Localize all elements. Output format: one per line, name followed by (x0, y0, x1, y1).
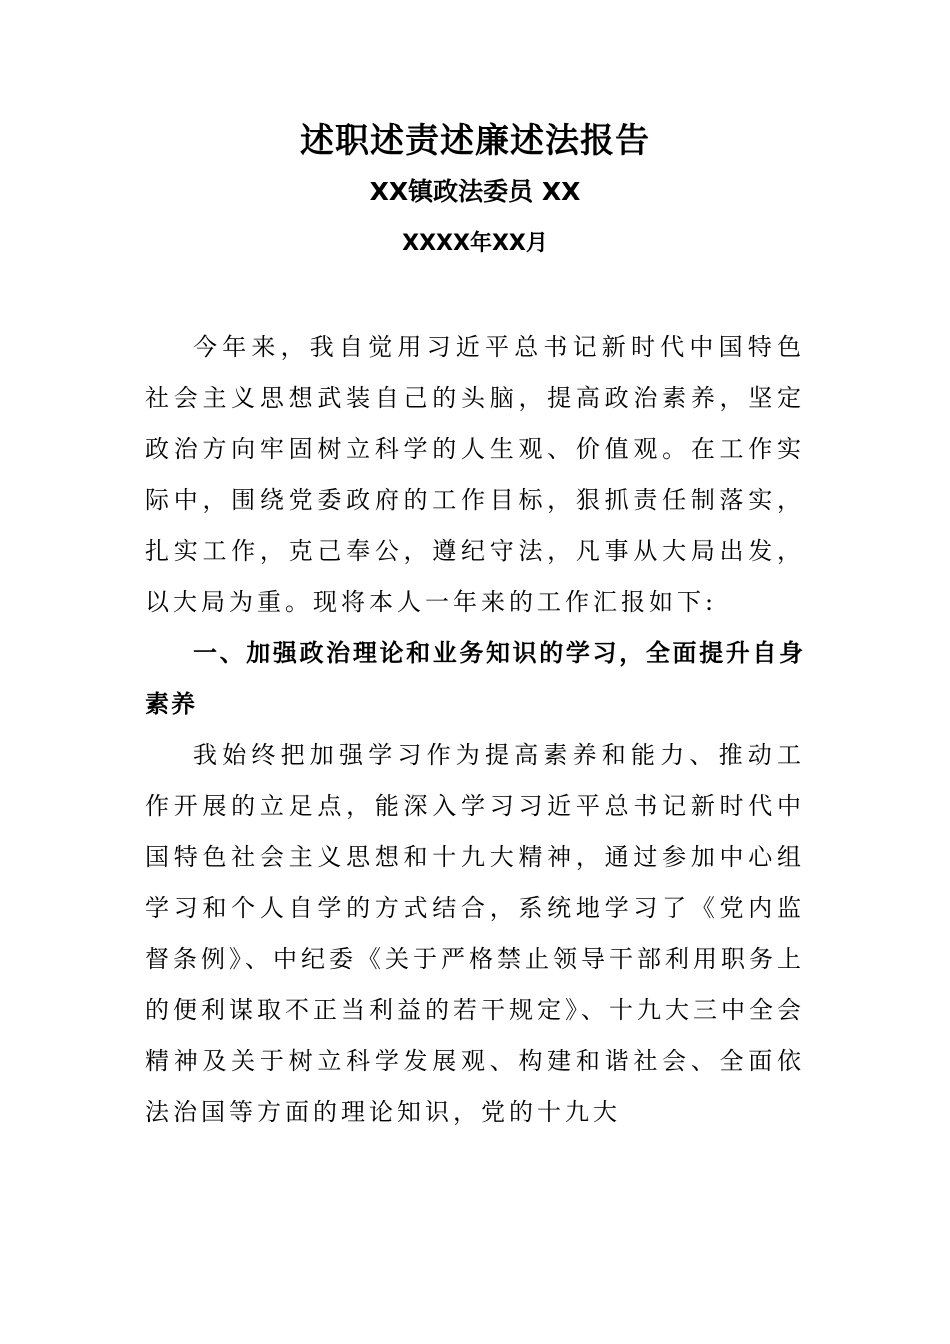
document-subtitle: XX镇政法委员 XX (369, 177, 581, 206)
document-body (145, 322, 805, 1138)
document-date: XXXX年XX月 (402, 231, 548, 256)
document-title: 述职述责述廉述法报告 (300, 121, 650, 161)
section-heading: 一、加强政治理论和业务知识的学习，全面提升自身素养 (145, 639, 805, 718)
intro-paragraph: 今年来，我自觉用习近平总书记新时代中国特色社会主义思想武装自己的头脑，提高政治素养，坚定政治方向牢固树立科学的人生观、价值观。在工作实际中，围绕党委政府的工作目标，狠抓责任制落实，扎实工作，克己奉公，遵纪守法，凡事从大局出发，以大局为重。现将本人一年来的工作汇报如下: (145, 333, 805, 616)
section-paragraph: 我始终把加强学习作为提高素养和能力、推动工作开展的立足点，能深入学习习近平总书记新时代中国特色社会主义思想和十九大精神，通过参加中心组学习和个人自学的方式结合，系统地学习了《党内监督条例》、中纪委《关于严格禁止领导干部利用职务上的便利谋取不正当利益的若干规定》、十九大三中全会精神及关于树立科学发展观、构建和谐社会、全面依法治国等方面的理论知识，党的十九大 (145, 741, 805, 1126)
